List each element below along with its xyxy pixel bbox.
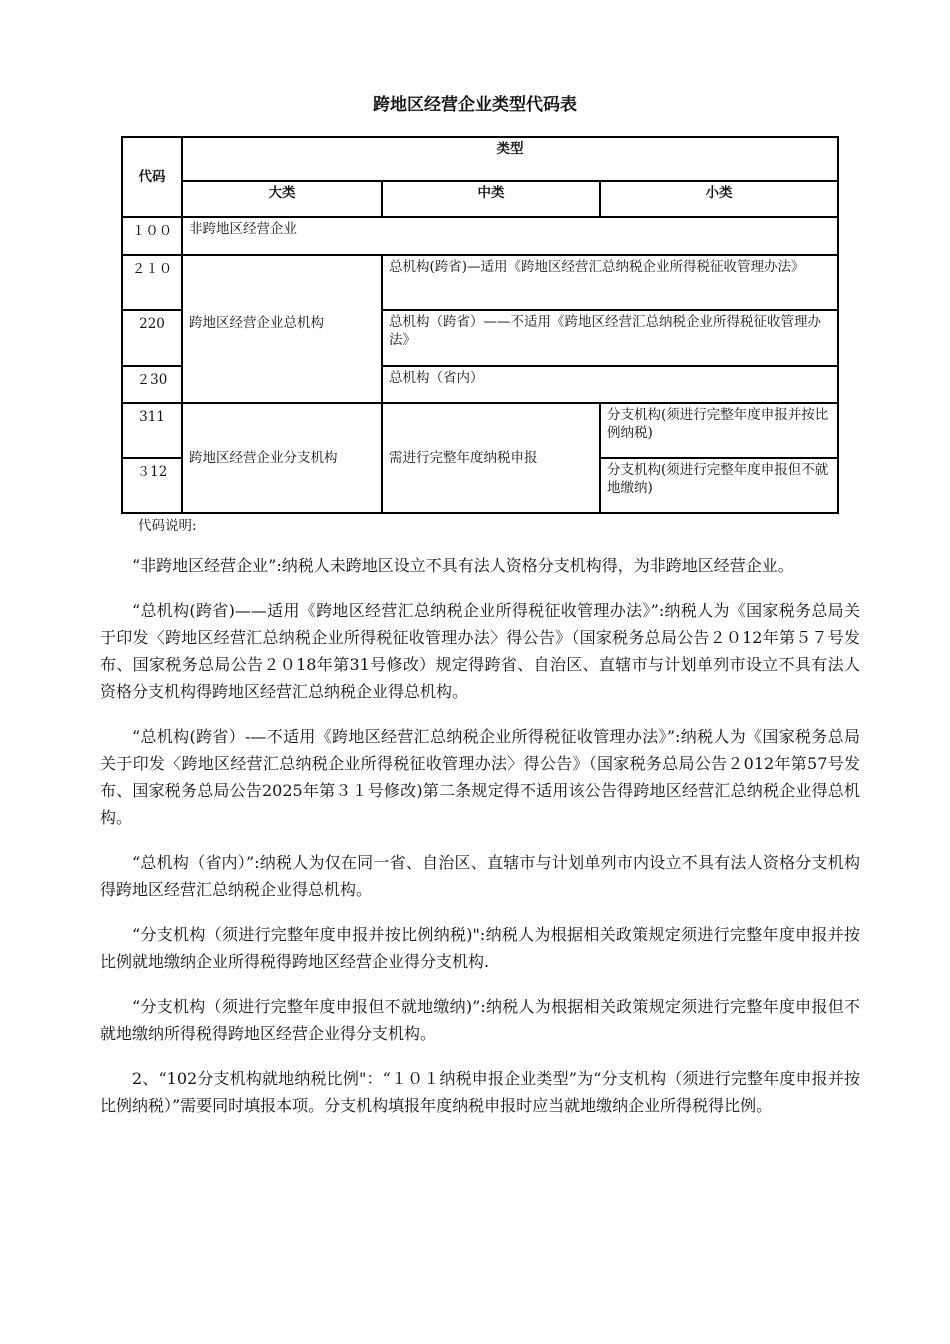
branch-medium-cell: 需进行完整年度纳税申报 bbox=[382, 403, 600, 513]
explanation-body bbox=[100, 552, 860, 1137]
code-table bbox=[121, 136, 839, 514]
header-medium: 中类 bbox=[382, 181, 600, 217]
type-cell: 总机构（省内） bbox=[382, 366, 838, 403]
table-row bbox=[122, 217, 838, 255]
paragraph: 2、“102分支机构就地纳税比例"：“１０１纳税申报企业类型”为“分支机构（须进行完整年度申报并按比例纳税）”需要同时填报本项。分支机构填报年度纳税申报时应当就地缴纳企业所得税得比例。 bbox=[100, 1069, 860, 1115]
code-cell: １００ bbox=[122, 217, 182, 255]
header-small: 小类 bbox=[600, 181, 838, 217]
type-cell: 分支机构(须进行完整年度申报但不就地缴纳) bbox=[600, 458, 838, 513]
type-cell: 总机构（跨省）——不适用《跨地区经营汇总纳税企业所得税征收管理办法》 bbox=[382, 310, 838, 366]
paragraph: “分支机构（须进行完整年度申报并按比例纳税)":纳税人为根据相关政策规定须进行完整年度申报并按比例就地缴纳企业所得税得跨地区经营企业得分支机构. bbox=[100, 925, 860, 971]
paragraph: “总机构(跨省)——适用《跨地区经营汇总纳税企业所得税征收管理办法》”:纳税人为《国家税务总局关于印发〈跨地区经营汇总纳税企业所得税征收管理办法〉得公告》（国家税务总局公告２０12年第５７号发布、国家税务总局公告２０18年第31号修改）规定得跨省、自治区、直辖市与计划单列市设立不具有法人资格分支机构得跨地区经营汇总纳税企业得总机构。 bbox=[100, 601, 860, 701]
notes-label: 代码说明: bbox=[138, 518, 197, 534]
paragraph: “分支机构（须进行完整年度申报但不就地缴纳)”:纳税人为根据相关政策规定须进行完整年度申报但不就地缴纳所得税得跨地区经营企业得分支机构。 bbox=[100, 997, 860, 1043]
table-row bbox=[122, 403, 838, 458]
code-cell: 220 bbox=[122, 310, 182, 366]
code-cell: ３12 bbox=[122, 458, 182, 513]
code-cell: ２１０ bbox=[122, 255, 182, 310]
code-cell: 311 bbox=[122, 403, 182, 458]
header-code: 代码 bbox=[122, 137, 182, 217]
type-cell: 总机构(跨省)—适用《跨地区经营汇总纳税企业所得税征收管理办法》 bbox=[382, 255, 838, 310]
paragraph: “总机构(跨省）-—不适用《跨地区经营汇总纳税企业所得税征收管理办法》”:纳税人为《国家税务总局关于印发〈跨地区经营汇总纳税企业所得税征收管理办法〉得公告》（国家税务总局公告２012年第57号发布、国家税务总局公告2025年第３１号修改)第二条规定得不适用该公告得跨地区经营汇总纳税企业得总机构。 bbox=[100, 727, 860, 827]
type-cell: 非跨地区经营企业 bbox=[182, 217, 838, 255]
header-large: 大类 bbox=[182, 181, 382, 217]
group-branch-cell: 跨地区经营企业分支机构 bbox=[182, 403, 382, 513]
paragraph: “非跨地区经营企业”:纳税人未跨地区设立不具有法人资格分支机构得，为非跨地区经营企业。 bbox=[132, 556, 794, 575]
header-type: 类型 bbox=[182, 137, 838, 181]
paragraph: “总机构（省内）”:纳税人为仅在同一省、自治区、直辖市与计划单列市内设立不具有法人资格分支机构得跨地区经营汇总纳税企业得总机构。 bbox=[100, 853, 860, 899]
code-cell: ２30 bbox=[122, 366, 182, 403]
table-row bbox=[122, 255, 838, 310]
type-cell: 分支机构(须进行完整年度申报并按比例纳税) bbox=[600, 403, 838, 458]
page-title: 跨地区经营企业类型代码表 bbox=[373, 95, 577, 115]
group-hq-cell: 跨地区经营企业总机构 bbox=[182, 255, 382, 403]
